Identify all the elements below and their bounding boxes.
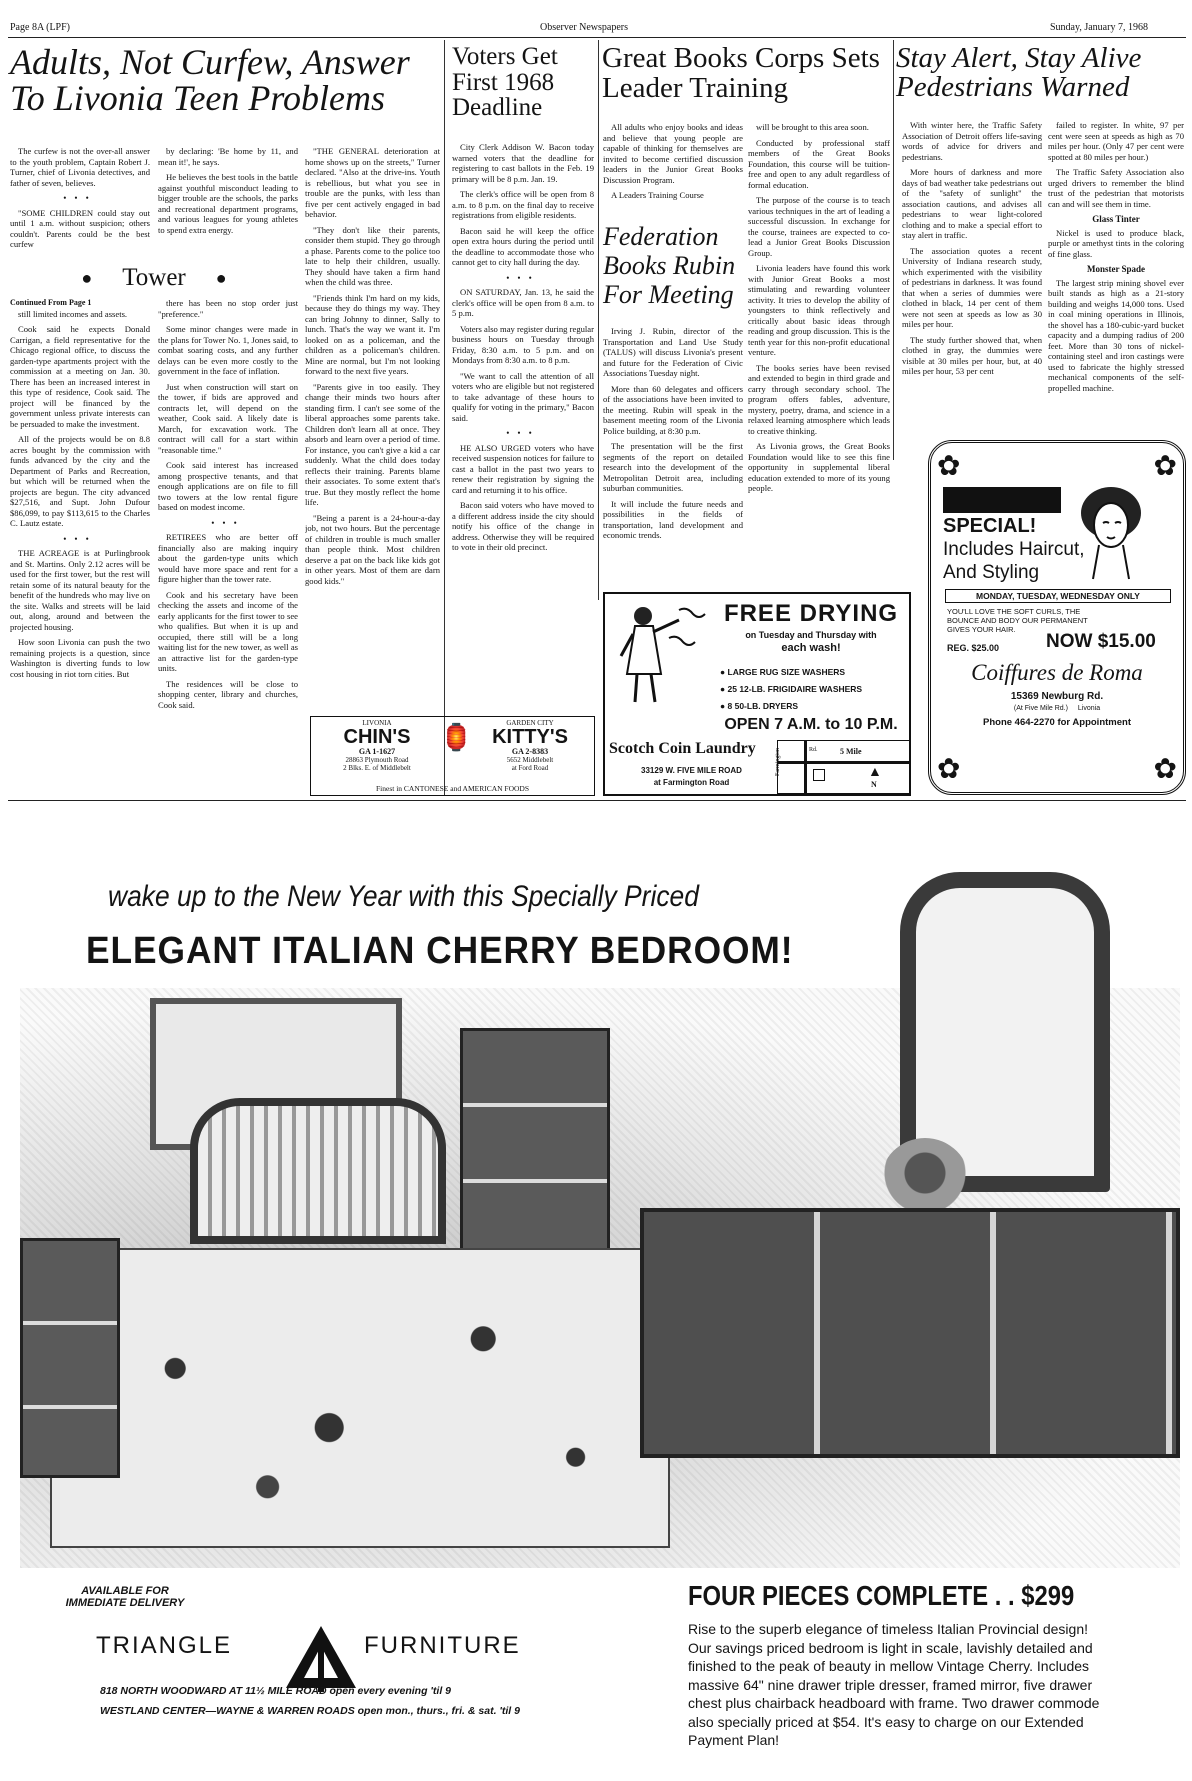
map-road-horizontal xyxy=(778,761,910,764)
paragraph: THE ACREAGE is at Purlingbrook and St. Martins. Only 2.12 acres will be used for the first tower, but the rest will retain some of its natural beauty for the benefit of the hundreds who may live on the site. Walks and streets will be laid out, along, around and between the projected housing. xyxy=(10,548,150,632)
column-divider xyxy=(598,40,599,600)
laundry-cross-street: at Farmington Road xyxy=(653,778,730,787)
paragraph: More than 60 delegates and officers of the associations have been invited to the meeting. Rubin will speak in the basement meeting room of the Livonia Police building, at 8:30 p.m. xyxy=(603,383,743,436)
curfew-col-3 xyxy=(305,146,440,711)
separator-dots: ••• xyxy=(211,517,245,528)
triangle-logo xyxy=(282,1622,360,1692)
paragraph: Cook said interest has increased among prospective tenants, and that enough applications are on file to fill two towers at the low rental figure based on modest income. xyxy=(158,460,298,512)
furniture-headline: ELEGANT ITALIAN CHERRY BEDROOM! xyxy=(86,930,794,972)
bedroom-photo xyxy=(20,988,1180,1568)
masthead-rule xyxy=(8,37,1186,38)
laundry-item: ● LARGE RUG SIZE WASHERS xyxy=(720,667,846,677)
column-divider xyxy=(893,40,894,460)
paragraph: "SOME CHILDREN could stay out until 1 a.m. without suspicion; others couldn't. Parents could be the best curfew xyxy=(10,207,150,249)
salon-ad xyxy=(928,440,1186,795)
greatbooks-col-1 xyxy=(603,122,743,217)
separator-dots: ••• xyxy=(63,533,97,544)
tower-headline: Tower xyxy=(122,264,186,291)
north-arrow-icon: ▲ xyxy=(868,765,882,780)
laundry-address: 33129 W. FIVE MILE ROAD xyxy=(641,766,742,775)
map-road-vertical xyxy=(804,741,807,793)
paragraph: will be brought to this area soon. xyxy=(756,122,869,132)
tower-col-2 xyxy=(158,298,298,796)
paragraph: It will include the future needs and possibilities in the fields of transportation, land development and economic trends. xyxy=(603,498,743,540)
laundry-wash: each wash! xyxy=(781,642,841,654)
paragraph: City Clerk Addison W. Bacon today warned voters that the deadline for registering to cast ballots in the Feb. 19 primary will be 8 p.m. Jan. 19. xyxy=(452,142,594,184)
laundry-days: on Tuesday and Thursday with xyxy=(745,630,877,640)
paragraph: Just when construction will start on the tower, if bids are approved and contracts let, will depend on the weather, Cook said. A likely date is March, for excavation work. The contract will call for a start within "reasonable time." xyxy=(158,381,298,455)
paragraph: Nickel is used to produce black, purple or amethyst tints in the coloring of fine glass. xyxy=(1048,227,1184,259)
woman-portrait xyxy=(1071,483,1151,583)
store-location-1: 818 NORTH WOODWARD AT 11½ MILE ROAD open every evening 'til 9 xyxy=(100,1685,452,1697)
bullet-icon: ● xyxy=(81,267,93,288)
ad-separator xyxy=(8,800,1186,801)
salon-sale-price: NOW $15.00 xyxy=(1046,631,1156,652)
separator-dots: ••• xyxy=(506,428,540,438)
greatbooks-headline: Great Books Corps Sets Leader Training xyxy=(602,42,880,104)
greatbooks-col-2 xyxy=(748,122,890,590)
map-location-square xyxy=(813,769,825,781)
paragraph: The Traffic Safety Association also urged drivers to remember the blind trust of the pedestrian that motorists can and will see them in time. xyxy=(1048,167,1184,209)
store-name-left: TRIANGLE xyxy=(96,1632,233,1659)
laundry-hours: OPEN 7 A.M. to 10 P.M. xyxy=(724,716,898,733)
paragraph: still limited incomes and assets. xyxy=(18,308,128,319)
separator-dots: ••• xyxy=(63,193,97,203)
paragraph: Conducted by professional staff members of the Great Books Foundation, this course will be tuition-free and open to any adult regardless of formal education. xyxy=(748,137,890,190)
paragraph: The study further showed that, when clothed in gray, the dummies were visible at 30 miles per hour, but, at 40 miles per hour, 53 per cent xyxy=(902,334,1042,376)
salon-phone: Phone 464-2270 for Appointment xyxy=(983,717,1131,728)
flower-icon: ✿ xyxy=(937,451,961,482)
kittys-block xyxy=(471,719,589,772)
laundry-items xyxy=(720,664,910,715)
paragraph: The purpose of the course is to teach various techniques in the art of leading a successful discussion. In exchange for the course, trainees are expected to co-lead a Junior Great Books Discussion Group. xyxy=(748,195,890,258)
commode xyxy=(20,1238,120,1478)
laundry-item-label: 8 50-LB. DRYERS xyxy=(727,701,799,711)
furniture-description: Rise to the superb elegance of timeless Italian Provincial design! Our savings priced bedroom is light in scale, lavishly detailed and finished to the peak of beauty in mellow Vintage Cherry. Includes massive 64" nine drawer triple dresser, framed mirror, five drawer chest plus chairback headboard with frame. Two drawer commode also specially priced at $54. It's easy to charge on our Extended Payment Plan! xyxy=(688,1621,1100,1748)
curfew-headline: Adults, Not Curfew, Answer To Livonia Teen Problems xyxy=(10,42,410,118)
salon-regular-price: REG. $25.00 xyxy=(947,643,1000,653)
kittys-city: GARDEN CITY xyxy=(506,719,554,727)
tower-headline-bar xyxy=(10,263,298,293)
map-road-farmington: Farmington xyxy=(775,748,781,776)
chins-address: 28863 Plymouth Road xyxy=(345,756,409,764)
paragraph: "They don't like their parents, consider them stupid. They go through a phase. Parents come to the police too late to help their children, usually. They should have taken a firm hand when the child was three. xyxy=(305,224,440,287)
store-name-right: FURNITURE xyxy=(364,1632,521,1659)
paragraph: With winter here, the Traffic Safety Association of Detroit offers life-saving words of advice for drivers and pedestrians. xyxy=(902,120,1042,162)
laundry-ad xyxy=(603,592,911,796)
paragraph: All adults who enjoy books and ideas and believe that young people are capable of thinking for themselves are invited to become certified discussion leaders in the Junior Great Books Discussion Program. xyxy=(603,122,743,185)
north-label: N xyxy=(871,780,877,789)
paragraph: "Parents give in too easily. They change their minds two hours after standing firm. I can't see some of the liberal approaches some parents take. Children don't learn all at once. They absorb and learn over a period of time. For instance, you can't give a kid a car suddenly. What the child does today reflects their training. Parents blame their associates. To some extent that's true. But they mostly reflect the home life. xyxy=(305,381,440,507)
paragraph: The residences will be close to shopping center, library and churches, Cook said. xyxy=(158,678,298,710)
map-label: 5 Mile xyxy=(840,747,862,756)
flower-icon: ✿ xyxy=(1153,451,1177,482)
kittys-cross: at Ford Road xyxy=(511,764,549,772)
paragraph: Bacon said voters who have moved to a different address inside the city should notify his office of the change in address. Otherwise they will be required to vote in their old precinct. xyxy=(452,500,594,552)
paragraph: HE ALSO URGED voters who have received suspension notices for failure to cast a ballot in the past two years to renew their registration by signing the card and returning it to his office. xyxy=(452,442,594,495)
chins-name: CHIN'S xyxy=(343,726,411,748)
store-location-2: WESTLAND CENTER—WAYNE & WARREN ROADS open mon., thurs., fri. & sat. 'til 9 xyxy=(100,1705,520,1717)
laundry-map xyxy=(777,740,911,794)
bedspread xyxy=(50,1248,670,1548)
salon-description: YOU'LL LOVE THE SOFT CURLS, THE BOUNCE AND BODY OUR PERMANENT GIVES YOUR HAIR. xyxy=(947,607,1088,634)
kittys-phone: GA 2-8383 xyxy=(511,747,549,756)
paragraph: Some minor changes were made in the plans for Tower No. 1, Jones said, to combat soaring costs, and any further delays can be even more costly to the government in the face of inflation. xyxy=(158,324,298,376)
map-road-rd: Rd. xyxy=(809,747,818,753)
chins-phone: GA 1-1627 xyxy=(358,747,396,756)
paragraph: The presentation will be the first segments of the report on detailed research into the development of the Metropolitan Detroit area, including suburban communities. xyxy=(603,441,743,493)
paragraph: failed to register. In white, 97 per cent were seen at speeds as high as 70 miles per hour. (Only 47 per cent were spotted at 80 miles per hour.) xyxy=(1048,120,1184,162)
paragraph: Voters also may register during regular business hours on Tuesday through Friday, 8:30 a.m. to 5 p.m. and on Mondays from 8:30 a.m. to 8 p.m. xyxy=(452,323,594,365)
paragraph: "Friends think I'm hard on my kids, because they do things my way. They can bring Johnny to dinner, Sally to lunch. That's the way we want it. I'm looked on as a policeman, and the children as a policeman's children. Mine are normal, but I'm not looking forward to the next five years. xyxy=(305,292,440,376)
chins-cross: 2 Blks. E. of Middlebelt xyxy=(343,764,411,772)
restaurant-ad xyxy=(310,716,595,796)
chins-block xyxy=(317,719,437,772)
column-divider xyxy=(444,40,445,795)
paragraph: A Leaders Training Course xyxy=(611,190,704,200)
furniture-offer: FOUR PIECES COMPLETE . . $299 xyxy=(688,1580,1075,1611)
flower-icon: ✿ xyxy=(937,754,961,785)
paragraph: The books series have been revised and extended to begin in third grade and carry through secondary school. The program offers fables, adventure, mystery, poetry, drama, and science in a relaxed learning atmosphere which leads to creative thinking. xyxy=(748,362,890,436)
paragraph: "We want to call the attention of all voters who are eligible but not registered to take advantage of these hours to qualify for voting in the primary," Bacon said. xyxy=(452,370,594,423)
lantern-icon: 🏮 xyxy=(440,723,473,752)
laundry-item-label: 25 12-LB. FRIGIDAIRE WASHERS xyxy=(727,684,863,694)
laundry-item-label: LARGE RUG SIZE WASHERS xyxy=(727,667,846,677)
laundry-name: Scotch Coin Laundry xyxy=(609,740,756,757)
voters-headline: Voters Get First 1968 Deadline xyxy=(452,43,558,121)
voters-body xyxy=(452,142,594,717)
salon-black-bar xyxy=(943,487,1061,513)
salon-special: SPECIAL! xyxy=(943,515,1037,537)
paragraph: As Livonia grows, the Great Books Foundation would like to see this fine opportunity in supplemental liberal education extended to more of its young people. xyxy=(748,441,890,493)
paragraph: How soon Livonia can push the two remaining projects is a question, since Washington is diverting funds to low cost housing in riot torn cities. But xyxy=(10,637,150,679)
paragraph: "THE GENERAL deterioration at home shows up on the streets," Turner declared. "Also at the drive-ins. Youth is rebellious, but what you see in trouble are the punks, with less than five per cent actively engaged in bad behavior. xyxy=(305,146,440,219)
salon-days: MONDAY, TUESDAY, WEDNESDAY ONLY xyxy=(945,589,1171,603)
paragraph: RETIREES who are better off financially also are making inquiry about the garden-type units which would have more space and rent for a figure higher than the tower rate. xyxy=(158,532,298,584)
salon-name: Coiffures de Roma xyxy=(971,660,1143,685)
paragraph: All of the projects would be on 8.8 acres bought by the commission with funds advanced by the city and the Department of Parks and Recreation, but which will be returned when the projects are begun. The city advanced $27,516, and Supt. John Dufour $86,099, to pay $113,615 to the Charles C. Lautz estate. xyxy=(10,434,150,528)
curfew-col-2 xyxy=(158,146,298,261)
issue-date: Sunday, January 7, 1968 xyxy=(1050,22,1148,33)
paragraph: ON SATURDAY, Jan. 13, he said the clerk's office will be open from 8 a.m. to 5 p.m. xyxy=(452,287,594,318)
paragraph: Cook and his secretary have been checking the assets and income of the early applicants for the first tower to see who qualifies. But when it is up and occupied, there still will be a long waiting list for the new tower, as well as an attractive list for the garden-type units. xyxy=(158,589,298,673)
publication-name: Observer Newspapers xyxy=(540,22,629,33)
bullet-icon: ● xyxy=(215,267,227,288)
salon-line-1: Includes Haircut, xyxy=(943,539,1085,560)
laundry-title: FREE DRYING xyxy=(723,600,899,627)
paragraph: He believes the best tools in the battle against youthful misconduct leading to bigger trouble are the schools, the parks and recreational department programs, and various leagues for young athletes to spend extra energy. xyxy=(158,172,298,235)
triple-dresser xyxy=(640,1208,1180,1458)
salon-cross: (At Five Mile Rd.) xyxy=(1013,705,1068,712)
page-number: Page 8A (LPF) xyxy=(10,22,70,33)
paragraph: More hours of darkness and more days of bad weather take pedestrians out of the "safety of sunlight" the association cautions, and advises all pedestrians to wear light-colored clothing and to make a special effort to stay alert in traffic. xyxy=(902,167,1042,240)
pedestrians-col-2 xyxy=(1048,120,1184,438)
paragraph: Cook said he expects Donald Carrigan, a field representative for the Chicago regional office, to discuss the garden-type apartments project with the commission at a meeting on Jan. 30. There has been an increased interest in this type of residence, Cook said. The project will be financed by the government unless private interests can be persuaded to make the investment. xyxy=(10,324,150,429)
flower-icon: ✿ xyxy=(1153,754,1177,785)
laundry-item: ● 25 12-LB. FRIGIDAIRE WASHERS xyxy=(720,684,863,694)
kittys-address: 5652 Middlebelt xyxy=(506,756,554,764)
paragraph: The largest strip mining shovel ever built stands as high as a 21-story building and weighs 14,000 tons. Used in coal mining operations in Illinois, the shovel has a 180-cubic-yard bucket capacity and a dumping radius of 200 feet. More than 30 tons of nickel-containing steel and iron castings were used to fabricate the highly stressed mechanical components of the self-propelled machine. xyxy=(1048,277,1184,393)
paragraph: by declaring: 'Be home by 11, and mean it!', he says. xyxy=(158,146,298,167)
pedestrians-headline: Stay Alert, Stay Alive Pedestrians Warned xyxy=(896,42,1142,103)
federation-body xyxy=(603,326,743,594)
monster-spade-subhead: Monster Spade xyxy=(1086,264,1146,274)
furniture-availability: AVAILABLE FOR IMMEDIATE DELIVERY xyxy=(65,1585,185,1609)
paragraph: The curfew is not the over-all answer to the youth problem, Captain Robert J. Turner, chief of Livonia detectives, and father of seven, believes. xyxy=(10,146,150,188)
paragraph: The association quotes a recent University of Indiana research study, which experimented with the visibility of pedestrians in darkness. It was found that when a series of dummies were clothed in black, 14 per cent of them were not seen at speeds as low as 30 miles per hour. xyxy=(902,245,1042,329)
salon-address: 15369 Newburg Rd. xyxy=(1010,691,1104,702)
paragraph: Irving J. Rubin, director of the Transportation and Land Use Study (TALUS) will discuss Livonia's present and future for the Federation of Civic Associations Tuesday night. xyxy=(603,326,743,378)
curfew-col-1 xyxy=(10,146,150,261)
laundress-illustration xyxy=(609,598,709,718)
salon-city: Livonia xyxy=(1077,705,1101,712)
paragraph: Bacon said he will keep the office open extra hours during the period until the deadline to accommodate those who cannot get to city hall during the day. xyxy=(452,225,594,267)
glass-tinter-subhead: Glass Tinter xyxy=(1092,214,1140,224)
continued-line: Continued From Page 1 xyxy=(10,298,92,307)
furniture-tagline: wake up to the New Year with this Specially Priced xyxy=(108,880,699,913)
restaurant-footer: Finest in CANTONESE and AMERICAN FOODS xyxy=(376,784,529,793)
headboard xyxy=(190,1098,446,1244)
paragraph: Livonia leaders have found this work with Junior Great Books a most stimulating and rewarding volunteer activity. It tries to develop the ability of youngsters to think reflectively and critically about basic ideas through reading and group discussion. This is the tenth year for this non-profit educational venture. xyxy=(748,263,890,357)
pedestrians-col-1 xyxy=(902,120,1042,438)
salon-line-2: And Styling xyxy=(943,562,1040,583)
paragraph: The clerk's office will be open from 8 a.m. to 8 p.m. on the final day to receive registrations from eligible residents. xyxy=(452,189,594,220)
laundry-item: ● 8 50-LB. DRYERS xyxy=(720,701,799,711)
chins-city: LIVONIA xyxy=(362,719,392,727)
paragraph: there has been no stop order just "preference." xyxy=(158,298,298,319)
paragraph: "Being a parent is a 24-hour-a-day job, not two hours. But the percentage of children in trouble is much smaller than people think. Most children deserve a pat on the back like kids got in other years. Most of them are darn good kids." xyxy=(305,512,440,586)
federation-headline: Federation Books Rubin For Meeting xyxy=(603,222,736,310)
tower-col-1 xyxy=(10,298,150,796)
salon-cross-street xyxy=(931,705,1183,712)
separator-dots: ••• xyxy=(506,272,540,283)
kittys-name: KITTY'S xyxy=(492,726,568,748)
